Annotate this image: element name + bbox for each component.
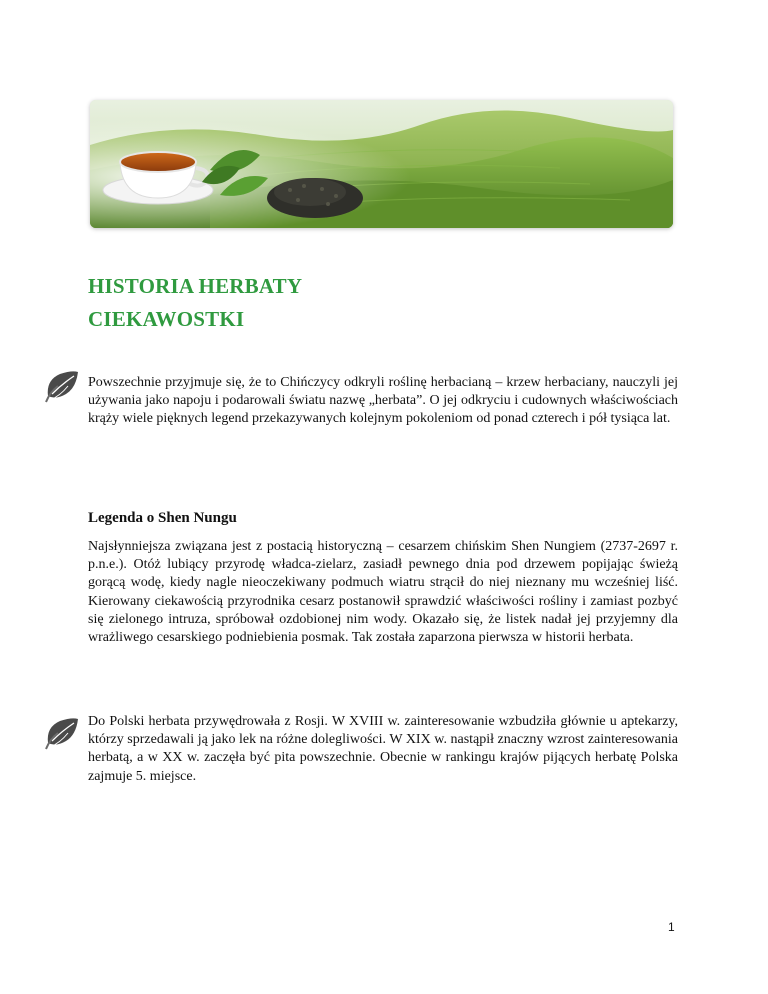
banner-illustration (90, 100, 673, 228)
intro-paragraph: Powszechnie przyjmuje się, że to Chińczycy odkryli roślinę herbacianą – krzew herbaciany, nauczyli jej używania jako napoju i podarowali światu nazwę „herbata”. O jej odkryciu i cudownych właściwościach krąży wiele pięknych legend przekazywanych kolejnym pokoleniom od ponad czterech i pół tysiąca lat. (88, 375, 678, 427)
page-number: 1 (668, 920, 675, 934)
legend-paragraph: Najsłynniejsza związana jest z postacią historyczną – cesarzem chińskim Shen Nungiem (2737-2697 r. p.n.e.). Otóż lubiący przyrodę władca-zielarz, zasiadł pewnego dnia pod drzewem popijając świeżą gorącą wodę, kiedy nagle nieoczekiwany podmuch wiatru strącił do niej nieznany mu wcześniej liść. Kierowany ciekawością przyrodnika cesarz postanowił sprawdzić właściwości rośliny i zamiast pozbyć się zielonego intruza, spróbował ozdobionej nim wody. Okazało się, że listek nadał jej przyjemny dla wrażliwego cesarskiego podniebienia posmak. Tak została zaparzona pierwsza w historii herbata. (88, 539, 678, 646)
tea-plantation-banner (90, 100, 673, 228)
tea-leaf-icon (44, 713, 82, 751)
poland-paragraph: Do Polski herbata przywędrowała z Rosji. W XVIII w. zainteresowanie wzbudziła głównie u aptekarzy, którzy sprzedawali ją jako lek na różne dolegliwości. W XIX w. nastąpił znaczny wzrost zainteresowania herbatą, a w XX w. zaczęła być pita powszechnie. Obecnie w rankingu krajów pijących herbatę Polska zajmuje 5. miejsce. (88, 714, 678, 784)
page-subtitle: CIEKAWOSTKI (88, 307, 245, 331)
tea-leaf-icon (44, 366, 82, 404)
legend-heading: Legenda o Shen Nungu (88, 510, 237, 526)
page-title: HISTORIA HERBATY (88, 274, 303, 298)
